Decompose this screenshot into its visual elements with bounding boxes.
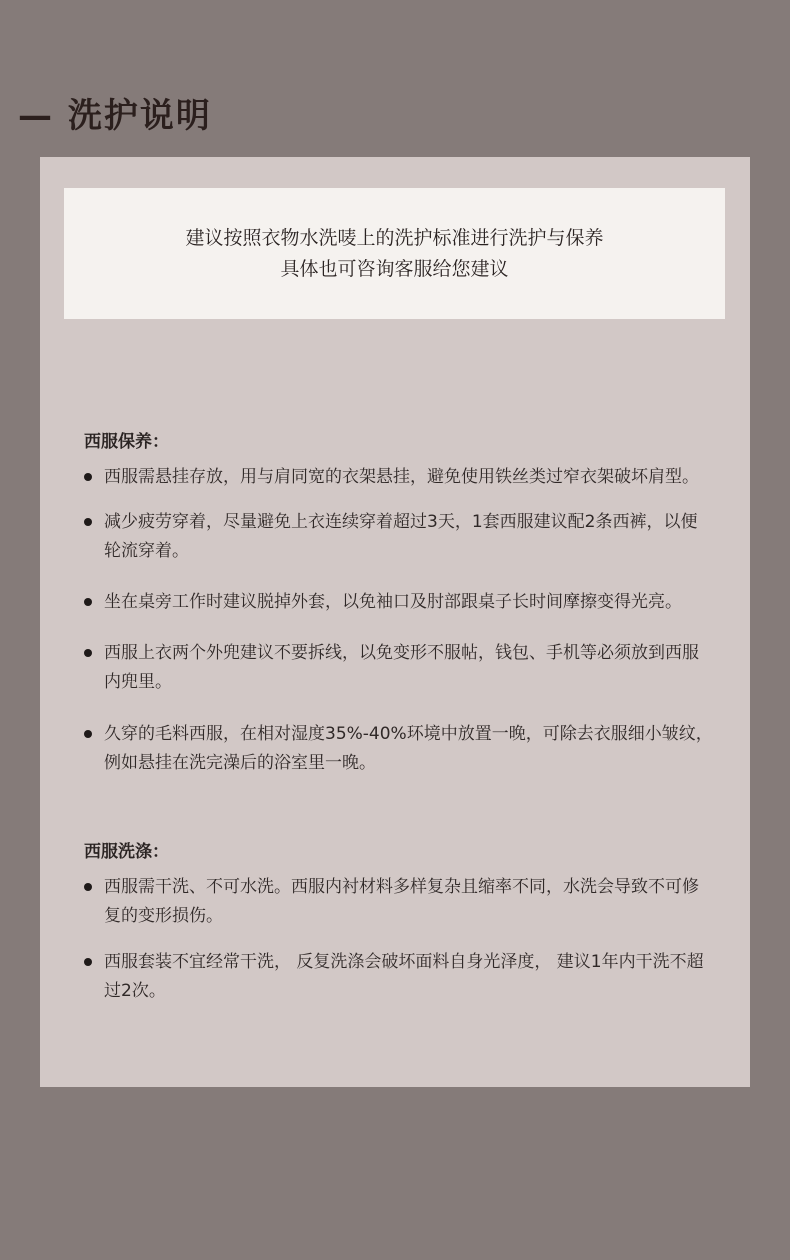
notice-line-1: 建议按照衣物水洗唛上的洗护标准进行洗护与保养 — [185, 226, 604, 249]
washing-title: 西服洗涤： — [84, 842, 169, 862]
list-item-text: 久穿的毛料西服，在相对湿度35%-40%环境中放置一晚，可除去衣服细小皱纹，例如悬挂在洗完澡后的浴室里一晚。 — [104, 724, 713, 773]
bullet-icon — [84, 958, 92, 966]
notice-line-2: 具体也可咨询客服给您建议 — [280, 257, 509, 280]
bullet-icon — [84, 598, 92, 606]
care-card — [40, 157, 750, 1087]
list-item-text: 西服套装不宜经常干洗， 反复洗涤会破坏面料自身光泽度， 建议1年内干洗不超过2次。 — [104, 952, 704, 1001]
list-item-text: 西服上衣两个外兜建议不要拆线，以免变形不服帖，钱包、手机等必须放到西服内兜里。 — [104, 643, 699, 692]
list-item — [84, 639, 714, 697]
bullet-icon — [84, 518, 92, 526]
care-notice-box — [64, 188, 725, 319]
list-item — [84, 463, 714, 492]
bullet-icon — [84, 730, 92, 738]
maintenance-title: 西服保养： — [84, 432, 169, 452]
bullet-icon — [84, 883, 92, 891]
list-item-text: 坐在桌旁工作时建议脱掉外套，以免袖口及肘部跟桌子长时间摩擦变得光亮。 — [104, 592, 682, 612]
page-title: — 洗护说明 — [18, 96, 212, 136]
list-item — [84, 948, 714, 1006]
list-item — [84, 508, 714, 566]
bullet-icon — [84, 649, 92, 657]
washing-list — [84, 873, 714, 1006]
list-item — [84, 720, 714, 778]
maintenance-list — [84, 463, 714, 778]
list-item-text: 西服需干洗、不可水洗。西服内衬材料多样复杂且缩率不同，水洗会导致不可修复的变形损伤。 — [104, 877, 699, 926]
list-item — [84, 873, 714, 931]
bullet-icon — [84, 473, 92, 481]
list-item-text: 西服需悬挂存放，用与肩同宽的衣架悬挂，避免使用铁丝类过窄衣架破坏肩型。 — [104, 467, 699, 487]
list-item — [84, 588, 714, 617]
list-item-text: 减少疲劳穿着，尽量避免上衣连续穿着超过3天，1套西服建议配2条西裤，以便轮流穿着。 — [104, 512, 698, 561]
